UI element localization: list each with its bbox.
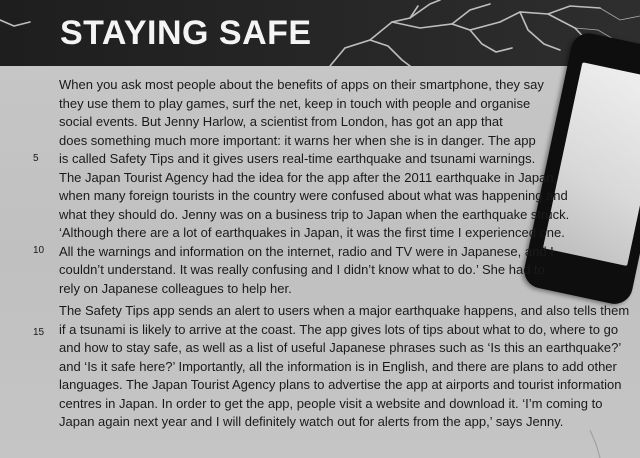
page-title: STAYING SAFE [60, 14, 312, 52]
text-line: and how to stay safe, as well as a list of useful Japanese phrases such as ‘Is this an earthquake?’ [59, 340, 622, 355]
text-line: rely on Japanese colleagues to help her. [59, 280, 292, 296]
text-line: Japan again next year and I will definitely watch out for alerts from the app,’ says Jenny. [59, 414, 564, 429]
text-line: The Safety Tips app sends an alert to users when a major earthquake happens, and also tells them [59, 303, 630, 318]
text-line: languages. The Japan Tourist Agency plans to advertise the app at airports and tourist information [59, 377, 622, 392]
article-body [59, 76, 639, 432]
text-line: when many foreign tourists in the country were confused about what was happening and [59, 188, 568, 203]
text-line: social events. But Jenny Harlow, a scientist from London, has got an app that [59, 114, 503, 129]
text-line: if a tsunami is likely to arrive at the coast. The app gives lots of tips about what to do, where to go [59, 321, 619, 337]
paragraph-1 [59, 76, 639, 298]
line-number-5: 5 [33, 153, 39, 164]
line-number-15: 15 [33, 327, 45, 338]
paragraph-2 [59, 302, 639, 432]
text-line: they use them to play games, surf the net, keep in touch with people and organise [59, 95, 531, 111]
text-line: ‘Although there are a lot of earthquakes in Japan, it was the first time I experienced one. [59, 225, 565, 240]
text-line: couldn’t understand. It was really confusing and I didn’t know what to do.’ She had to [59, 262, 545, 277]
line-number-10: 10 [33, 245, 45, 256]
text-line: what they should do. Jenny was on a business trip to Japan when the earthquake struck. [59, 206, 570, 222]
text-line: centres in Japan. In order to get the app, people visit a website and download it. ‘I’m coming to [59, 395, 603, 411]
text-line: The Japan Tourist Agency had the idea for the app after the 2011 earthquake in Japan, [59, 169, 558, 185]
text-line: When you ask most people about the benefits of apps on their smartphone, they say [59, 77, 544, 92]
text-line: All the warnings and information on the internet, radio and TV were in Japanese, and I [59, 243, 554, 259]
text-line: and ‘Is it safe here?’ Importantly, all the information is in English, and there are plans to add other [59, 358, 617, 374]
text-line: does something much more important: it warns her when she is in danger. The app [59, 132, 536, 148]
text-line: is called Safety Tips and it gives users real-time earthquake and tsunami warnings. [59, 151, 536, 166]
title-banner [0, 0, 640, 66]
